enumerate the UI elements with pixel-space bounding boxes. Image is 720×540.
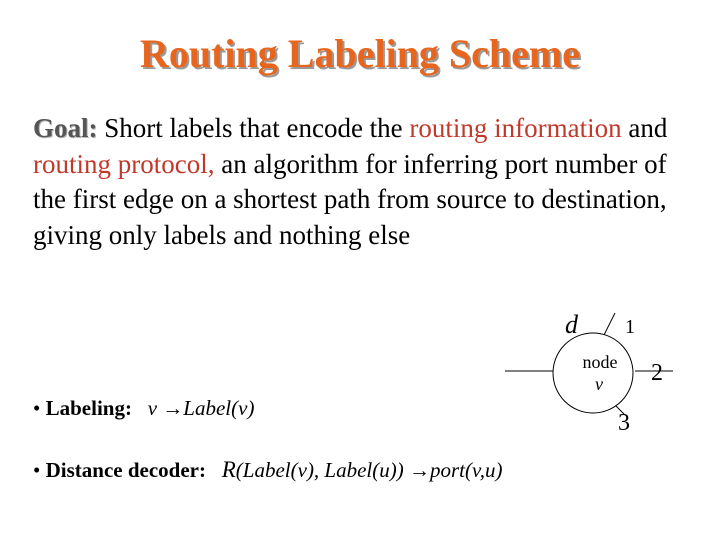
bullet-marker: • [33,458,41,482]
goal-highlight-routing-protocol: routing protocol, [33,148,215,179]
bullet-label-labeling: Labeling: [45,396,132,420]
port-label-1: 1 [625,316,635,338]
node-port-diagram [505,303,695,443]
decoder-expr-left: (Label(v), Label(u)) [235,458,404,482]
decoder-symbol: R [221,457,236,482]
slide-title: Routing Labeling Scheme [139,31,581,76]
decoder-expr-right: port(v,u) [430,458,503,482]
arrow-icon: → [162,396,184,420]
labeling-expr-left: v [147,396,158,420]
bullet-label-distance-decoder: Distance decoder: [45,458,206,482]
goal-text-1: Short labels that encode the [97,113,410,143]
goal-label: Goal: [33,113,98,143]
goal-text-2: and [621,113,668,143]
port-label-3: 3 [618,410,630,436]
node-label-v: v [595,374,603,394]
node-circle [553,333,633,413]
bullet-marker: • [33,396,41,420]
node-diagram-svg [505,303,695,443]
bullet-labeling [33,398,254,419]
port-label-2: 2 [651,360,663,386]
bullet-distance-decoder [33,458,503,481]
arrow-icon: → [409,458,430,482]
goal-text-3: an algorithm for inferring port number of the first edge on a shortest path from source to destination, giving only labels and nothing else [33,148,667,250]
edge-label-d: d [565,310,578,339]
goal-paragraph [33,111,693,253]
labeling-expr-right: Label(v) [183,396,255,420]
node-label: node [582,352,618,372]
goal-highlight-routing-information: routing information [409,113,622,143]
